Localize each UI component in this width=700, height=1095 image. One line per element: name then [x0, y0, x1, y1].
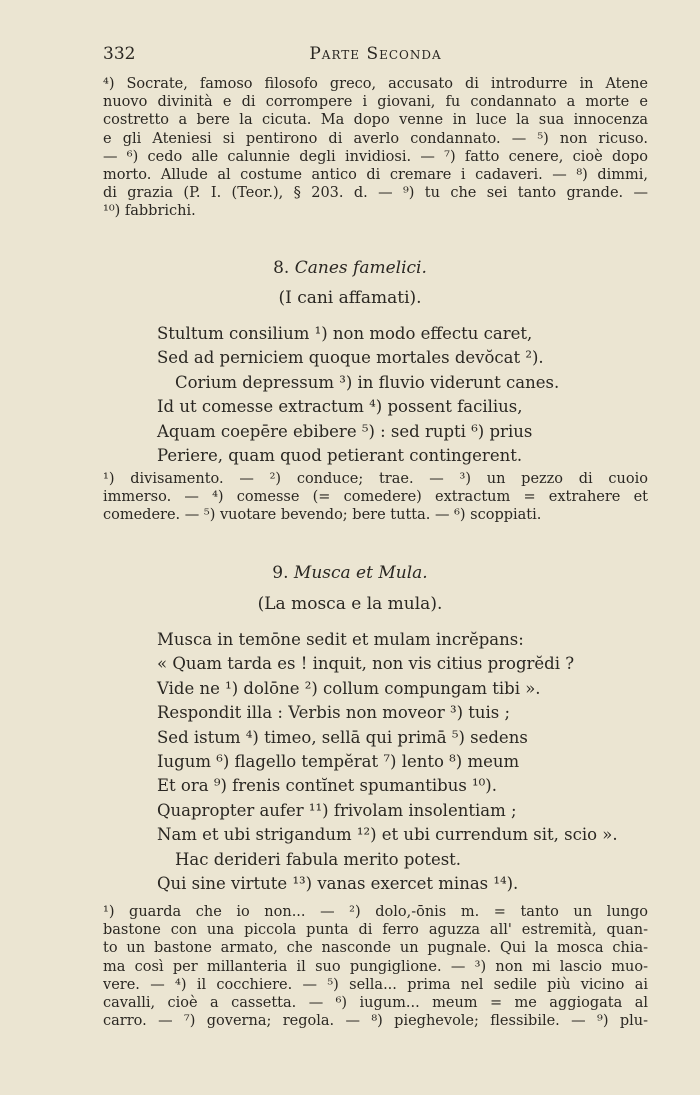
verse-line: « Quam tarda es ! inquit, non vis citius progrĕdi ?	[157, 654, 575, 674]
footnote-line: nuovo divinità e di corrompere i giovani, fu condannato a morte e	[103, 94, 648, 111]
verse-line: Vide ne ¹) dolōne ²) collum compungam tibi ».	[157, 678, 541, 698]
footnote-line: — ⁶) cedo alle calunnie degli invidiosi. — ⁷) fatto cenere, cioè dopo	[103, 148, 648, 165]
verse-line: Nam et ubi strigandum ¹²) et ubi currendum sit, scio ».	[157, 825, 618, 845]
footnote-line: vere. — ⁴) il cocchiere. — ⁵) sella... prima nel sedile più vicino ai	[103, 976, 648, 993]
footnote-line: ¹) divisamento. — ²) conduce; trae. — ³) un pezzo di cuoio	[103, 471, 648, 487]
page-number: 332	[103, 44, 136, 64]
footnote-line: ⁴) Socrate, famoso filosofo greco, accusato di introdurre in Atene	[103, 76, 648, 92]
footnote-line: e gli Ateniesi si pentirono di averlo condannato. — ⁵) non ricuso.	[103, 130, 648, 147]
verse-line: Hac derideri fabula merito potest.	[175, 849, 462, 869]
fable-9-footnotes	[103, 903, 648, 1030]
footnote-line: cavalli, cioè a cassetta. — ⁶) iugum... meum = me aggiogata al	[103, 995, 648, 1012]
verse-line: Sed istum ⁴) timeo, sellā qui primā ⁵) sedens	[157, 727, 528, 747]
fable-8-verses	[157, 322, 627, 468]
footnote-line: ¹) guarda che io non... — ²) dolo,-ōnis m. = tanto un lungo	[103, 904, 648, 920]
fable-9-verses	[157, 628, 627, 896]
fable-number: 8.	[273, 258, 290, 278]
fable-number: 9.	[272, 563, 289, 583]
footnote-line: ma così per millanteria il suo pungiglione. — ³) non mi lascio muo-	[103, 958, 648, 975]
verse-line: Quapropter aufer ¹¹) frivolam insolentiam ;	[157, 800, 517, 820]
footnote-line: comedere. — ⁵) vuotare bevendo; bere tutta. — ⁶) scoppiati.	[103, 507, 542, 524]
top-footnotes	[103, 75, 648, 221]
verse-line: Et ora ⁹) frenis contĭnet spumantibus ¹⁰).	[157, 776, 497, 796]
footnote-line: to un bastone armato, che nasconde un pugnale. Qui la mosca chia-	[103, 940, 648, 957]
footnote-line: ¹⁰) fabbrichi.	[103, 203, 196, 220]
verse-line: Sed ad perniciem quoque mortales devŏcat ²).	[157, 348, 544, 368]
footnote-line: carro. — ⁷) governa; regola. — ⁸) pieghevole; flessibile. — ⁹) plu-	[103, 1013, 648, 1030]
verse-line: Stultum consilium ¹) non modo effectu caret,	[157, 324, 533, 343]
verse-line: Iugum ⁶) flagello tempĕrat ⁷) lento ⁸) meum	[157, 752, 520, 772]
fable-9-title	[0, 563, 700, 583]
fable-title: Canes famelici.	[294, 258, 427, 278]
verse-line: Id ut comesse extractum ⁴) possent facilius,	[157, 397, 523, 417]
verse-line: Periere, quam quod petierant contingerent.	[157, 446, 523, 466]
verse-line: Respondit illa : Verbis non moveor ³) tuis ;	[157, 703, 511, 723]
running-title: Parte Seconda	[309, 44, 442, 64]
fable-8-subtitle: (I cani affamati).	[278, 288, 422, 308]
fable-title: Musca et Mula.	[293, 563, 428, 583]
footnote-line: costretto a bere la cicuta. Ma dopo venne in luce la sua innocenza	[103, 112, 648, 129]
fable-8-title	[0, 258, 700, 278]
verse-line: Aquam coepēre ebibere ⁵) : sed rupti ⁶) prius	[157, 421, 533, 441]
footnote-line: di grazia (P. I. (Teor.), § 203. d. — ⁹) tu che sei tanto grande. —	[103, 185, 648, 202]
footnote-line: bastone con una piccola punta di ferro aguzza all' estremità, quan-	[103, 922, 648, 939]
fable-8-footnotes	[103, 470, 648, 525]
footnote-line: immerso. — ⁴) comesse (= comedere) extractum = extrahere et	[103, 489, 648, 506]
footnote-line: morto. Allude al costume antico di cremare i cadaveri. — ⁸) dimmi,	[103, 167, 648, 184]
fable-9-subtitle: (La mosca e la mula).	[257, 594, 443, 614]
verse-line: Qui sine virtute ¹³) vanas exercet minas ¹⁴).	[157, 874, 519, 894]
verse-line: Musca in temōne sedit et mulam incrĕpans:	[157, 630, 524, 649]
verse-line: Corium depressum ³) in fluvio viderunt canes.	[175, 372, 560, 392]
